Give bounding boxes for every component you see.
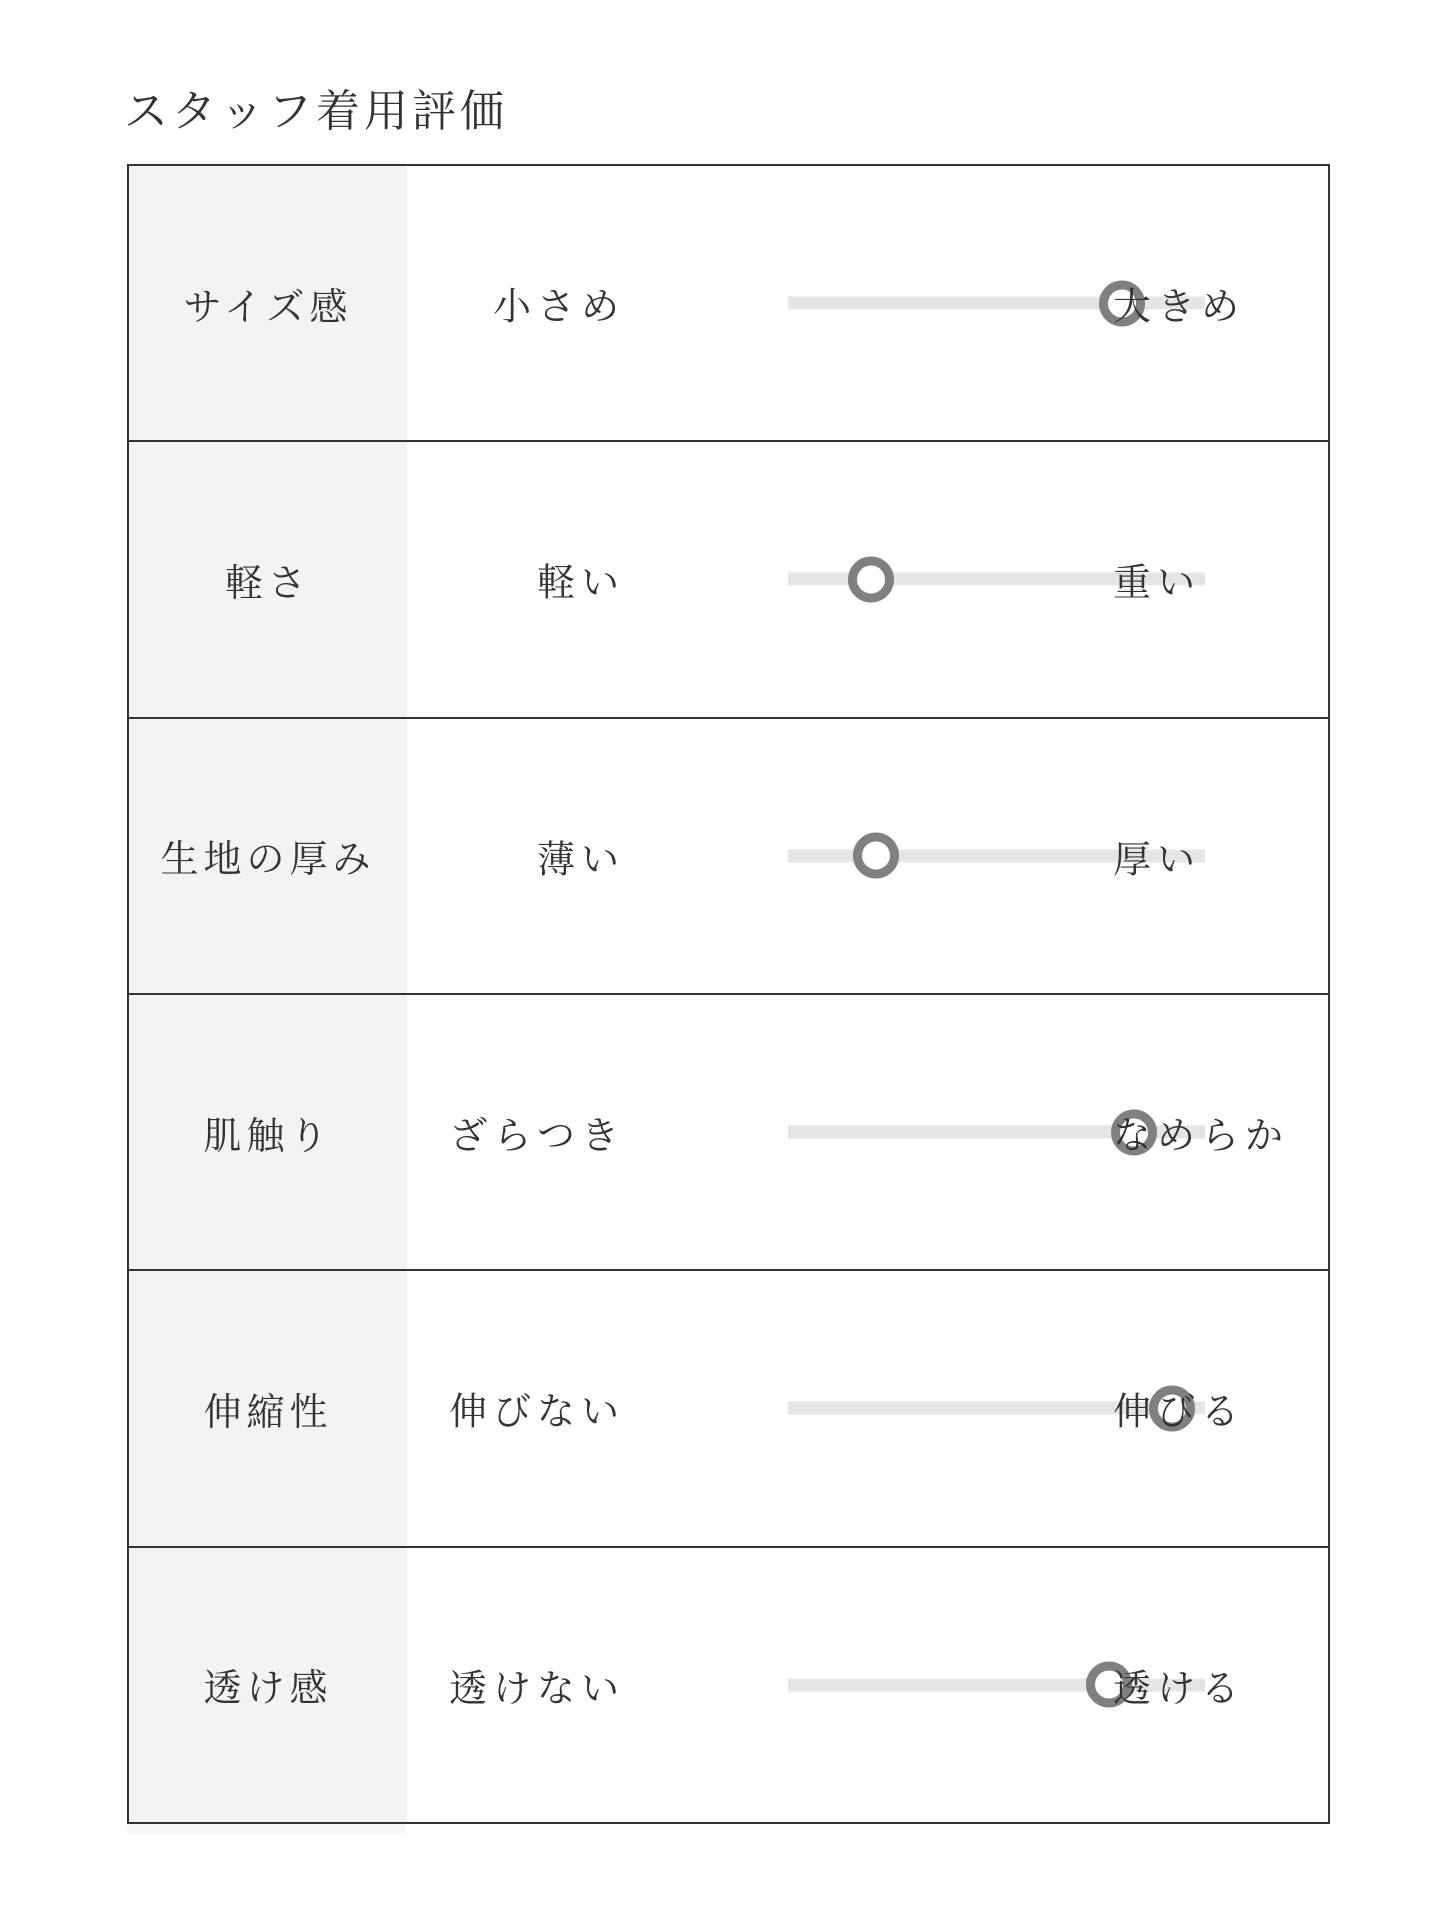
scale-left-label: 軽い [536, 560, 625, 605]
scale-thumb [853, 833, 899, 879]
rating-row-lightness [129, 442, 1328, 718]
rating-label: 生地の厚み [160, 837, 376, 882]
rating-scale [407, 166, 1328, 440]
rating-scale [407, 719, 1328, 993]
page-title: スタッフ着用評価 [124, 86, 508, 137]
scale-right-label: なめらか [1113, 1113, 1290, 1158]
rating-label-cell [129, 442, 407, 716]
scale-left-label: ざらつき [449, 1113, 625, 1158]
scale-left-label: 小さめ [492, 284, 625, 329]
scale-left-label: 透けない [448, 1666, 625, 1711]
rating-label-cell [129, 1548, 407, 1822]
rating-row-sheerness [129, 1548, 1328, 1822]
rating-label: 伸縮性 [203, 1389, 333, 1434]
scale-right-label: 大きめ [1113, 284, 1246, 329]
rating-scale [407, 442, 1328, 716]
scale-left-label: 薄い [536, 837, 625, 882]
rating-row-thickness [129, 719, 1328, 995]
rating-scale [407, 995, 1328, 1269]
rating-label-cell [129, 1271, 407, 1545]
scale-right-label: 伸びる [1113, 1389, 1246, 1434]
rating-row-size [129, 166, 1328, 442]
rating-label-cell [129, 995, 407, 1269]
rating-label: 透け感 [203, 1666, 333, 1711]
rating-label: 軽さ [224, 560, 311, 605]
scale-left-label: 伸びない [448, 1389, 625, 1434]
table-shade [127, 1824, 405, 1834]
rating-label: サイズ感 [183, 284, 353, 329]
rating-scale [407, 1548, 1328, 1822]
rating-label-cell [129, 719, 407, 993]
scale-thumb [848, 556, 894, 602]
rating-label: 肌触り [203, 1113, 333, 1158]
rating-row-stretch [129, 1271, 1328, 1547]
rating-scale [407, 1271, 1328, 1545]
rating-table [127, 164, 1330, 1824]
rating-label-cell [129, 166, 407, 440]
scale-right-label: 透ける [1113, 1666, 1246, 1711]
rating-row-texture [129, 995, 1328, 1271]
scale-right-label: 重い [1113, 560, 1202, 605]
scale-right-label: 厚い [1113, 837, 1202, 882]
